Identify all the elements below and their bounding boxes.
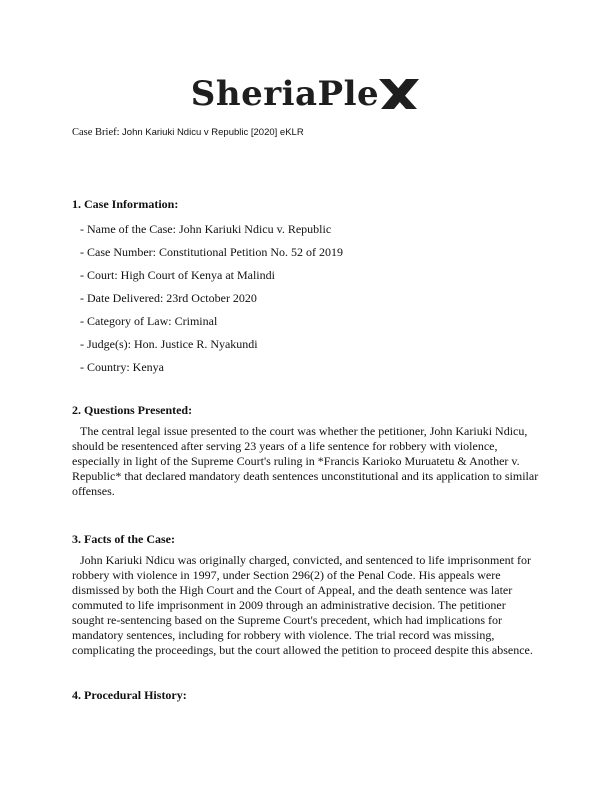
paragraph-line: should be resentenced after serving 23 years of a life sentence for robbery with violence, (72, 439, 498, 453)
paragraph-line: Republic* that declared mandatory death sentences unconstitutional and its application to similar (72, 469, 539, 483)
case-info-item-country: - Country: Kenya (80, 360, 164, 374)
case-info-item-judges: - Judge(s): Hon. Justice R. Nyakundi (80, 337, 258, 351)
case-info-item-name: - Name of the Case: John Kariuki Ndicu v. Republic (80, 222, 332, 236)
section-heading: 4. Procedural History: (72, 688, 187, 702)
case-brief-line (72, 127, 304, 138)
section-heading: 1. Case Information: (72, 197, 179, 211)
section-case-information (72, 197, 542, 383)
case-info-list (72, 222, 542, 383)
section-heading: 2. Questions Presented: (72, 403, 193, 417)
paragraph-line: especially in light of the Supreme Court's ruling in *Francis Karioko Muruatetu & Another v. (72, 454, 520, 468)
paragraph-line: John Kariuki Ndicu was originally charged, convicted, and sentenced to life imprisonment for (80, 553, 531, 567)
paragraph-line: mandatory sentences, including for robbery with violence. The trial record was missing, (72, 628, 495, 642)
section-questions-presented (72, 403, 542, 499)
facts-paragraph (72, 553, 542, 658)
logo-x-mark-icon (377, 76, 421, 112)
questions-paragraph (72, 424, 542, 499)
paragraph-line: complicating the proceedings, but the court allowed the petition to proceed despite this absence. (72, 643, 533, 657)
paragraph-line: The central legal issue presented to the court was whether the petitioner, John Kariuki Ndicu, (80, 424, 528, 438)
case-info-item-date: - Date Delivered: 23rd October 2020 (80, 291, 257, 305)
case-brief-title: John Kariuki Ndicu v Republic [2020] eKLR (122, 127, 304, 138)
case-info-item-court: - Court: High Court of Kenya at Malindi (80, 268, 275, 282)
section-facts (72, 532, 542, 658)
logo-wordmark: SheriaPle (190, 74, 380, 114)
sheriaplex-logo (0, 74, 612, 114)
paragraph-line: sought re-sentencing based on the Supreme Court's precedent, which had implications for (72, 613, 503, 627)
case-brief-label: Case Brief: (72, 127, 120, 138)
paragraph-line: robbery with violence in 1997, under Section 296(2) of the Penal Code. His appeals were (72, 568, 501, 582)
paragraph-line: commuted to life imprisonment in 2009 through an administrative decision. The petitioner (72, 598, 506, 612)
paragraph-line: dismissed by both the High Court and the Court of Appeal, and the death sentence was later (72, 583, 513, 597)
section-heading: 3. Facts of the Case: (72, 532, 175, 546)
case-info-item-number: - Case Number: Constitutional Petition No. 52 of 2019 (80, 245, 343, 259)
paragraph-line: offenses. (72, 484, 115, 498)
case-info-item-category: - Category of Law: Criminal (80, 314, 218, 328)
section-procedural-history (72, 688, 542, 703)
